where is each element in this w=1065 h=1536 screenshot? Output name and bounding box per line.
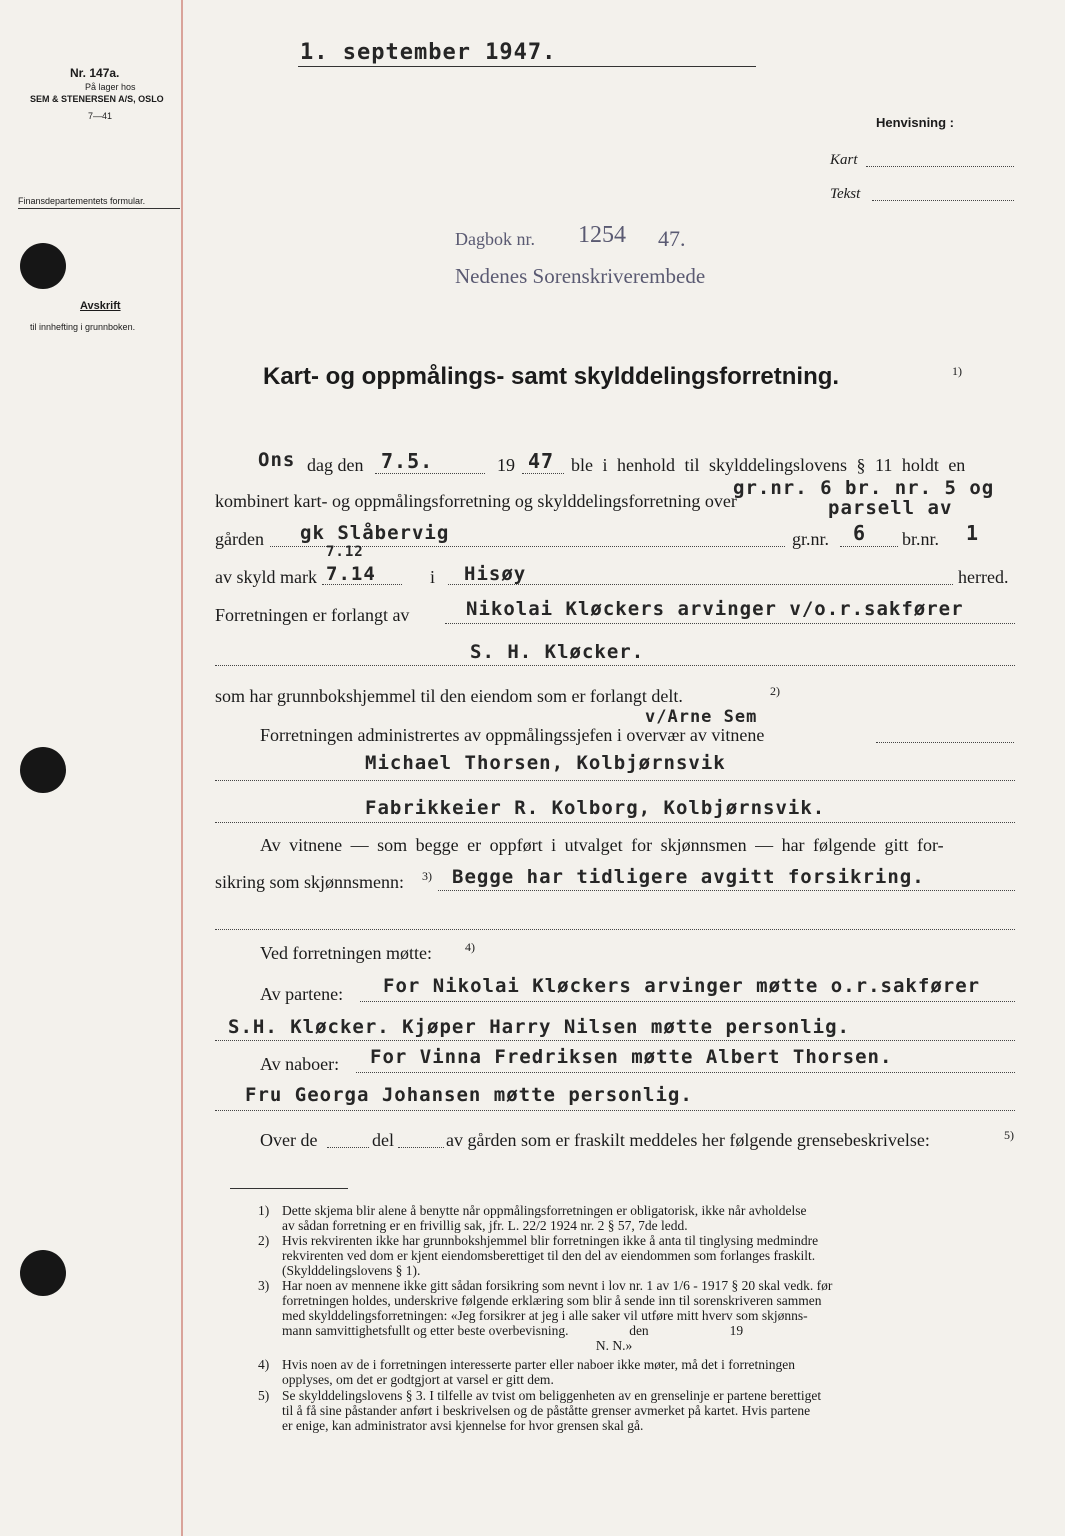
reference-map-line xyxy=(866,166,1014,167)
footnote-line: forretningen holdes, underskrive følgende erklæring som blir å sende inn til sorenskriveren sammen xyxy=(282,1293,822,1308)
reference-text: Tekst xyxy=(830,186,861,202)
footnote-number: 5) xyxy=(258,1388,270,1403)
publisher-line1: På lager hos xyxy=(85,82,136,92)
label-tax: av skyld mark xyxy=(215,567,317,587)
form-edition: 7—41 xyxy=(88,111,113,121)
field-parcel: parsell av xyxy=(828,497,953,519)
assurance-line-2 xyxy=(215,929,1015,930)
punch-hole xyxy=(20,1250,66,1296)
footnote-number: 1) xyxy=(258,1203,270,1218)
field-grnr: 6 xyxy=(853,521,867,545)
footnote-line: mann samvittighetsfullt og etter beste overbevisning. den 19 xyxy=(282,1323,744,1338)
date-underline xyxy=(298,66,756,67)
field-farm: gk Slåbervig xyxy=(300,522,450,544)
footnote-line: Dette skjema blir alene å benytte når oppmålingsforretningen er obligatorisk, ikke når avholdelse xyxy=(282,1203,807,1218)
tax-line xyxy=(322,584,402,585)
meeting-label: Ved forretningen møtte: xyxy=(260,943,432,963)
field-year: 47 xyxy=(528,449,555,473)
footnote-line: med skylddelingsforretningen: «Jeg forsikrer at jeg i alle saker vil utføre mitt hverv som skjønns- xyxy=(282,1308,808,1323)
margin-line xyxy=(181,0,183,1536)
field-assurance: Begge har tidligere avgitt forsikring. xyxy=(452,866,925,888)
boundary-line-1 xyxy=(327,1147,369,1148)
title-footnote-ref: 1) xyxy=(952,364,962,378)
punch-hole xyxy=(20,243,66,289)
footnote-number: 3) xyxy=(258,1278,270,1293)
footnote-line: opplyses, om det er godtgjort at varsel er gitt dem. xyxy=(282,1372,554,1387)
boundary-text: av gården som er fraskilt meddeles her følgende grensebeskrivelse: xyxy=(446,1130,930,1150)
field-witness-2: Fabrikkeier R. Kolborg, Kolbjørnsvik. xyxy=(365,797,826,819)
footnote-line: er enige, kan administrator avsi kjennelse for hvor grensen skal gå. xyxy=(282,1418,644,1433)
journal-year: 47. xyxy=(658,226,686,251)
field-admin-insert: v/Arne Sem xyxy=(645,707,758,727)
label-herred: herred. xyxy=(958,567,1009,587)
ministry-label: Finansdepartementets formular. xyxy=(18,196,146,206)
footnote-line: Se skylddelingslovens § 3. I tilfelle av tvist om beliggenheten av en grenselinje er partene berettiget xyxy=(282,1388,822,1403)
field-brnr: 1 xyxy=(966,521,980,545)
neighbours-line-1 xyxy=(356,1072,1015,1073)
date-line xyxy=(375,473,485,474)
witness-line-1 xyxy=(215,780,1015,781)
field-gr-parcel: gr.nr. 6 br. nr. 5 og xyxy=(733,477,995,499)
footnote-5 xyxy=(258,1388,822,1433)
admin-line xyxy=(876,742,1014,743)
footnote-3 xyxy=(258,1278,833,1353)
field-tax: 7.14 xyxy=(326,563,376,585)
date-header: 1. september 1947. xyxy=(300,40,557,65)
footnote-line: av sådan forretning er en frivillig sak, jfr. L. 22/2 1924 nr. 2 § 57, 7de ledd. xyxy=(282,1218,688,1233)
footnote-4 xyxy=(258,1357,796,1387)
label-farm: gården xyxy=(215,529,264,549)
footnote-separator xyxy=(230,1188,348,1189)
form-number: Nr. 147a. xyxy=(70,66,120,80)
text-line1: ble i henhold til skylddelingslovens § 11 holdt en xyxy=(571,455,966,475)
footnote-number: 2) xyxy=(258,1233,270,1248)
label-year-prefix: 19 xyxy=(497,455,515,475)
requested-line-1 xyxy=(445,623,1015,624)
publisher-line2: SEM & STENERSEN A/S, OSLO xyxy=(30,94,164,104)
boundary-over: Over de xyxy=(260,1130,318,1150)
footnote-line: rekvirenten ved dom er kjent eiendomsberettiget til den del av eiendommen som forlanges fraskilt. xyxy=(282,1248,816,1263)
witness-text-1: Av vitnene — som begge er oppført i utvalget for skjønnsmen — har følgende gitt for- xyxy=(260,835,944,855)
copy-label: Avskrift xyxy=(80,300,121,312)
field-date: 7.5. xyxy=(381,449,434,473)
reference-text-line xyxy=(872,200,1014,201)
label-brnr: br.nr. xyxy=(902,529,940,549)
reference-heading: Henvisning : xyxy=(876,115,955,130)
field-tax-old: 7.12 xyxy=(326,544,364,560)
admin-text: Forretningen administrertes av oppmålingssjefen i overvær av vitnene xyxy=(260,725,765,745)
label-grnr: gr.nr. xyxy=(792,529,830,549)
ownership-text: som har grunnbokshjemmel til den eiendom som er forlangt delt. xyxy=(215,686,683,706)
neighbours-label: Av naboer: xyxy=(260,1054,340,1074)
grnr-line xyxy=(840,546,898,547)
footnote-line: (Skylddelingslovens § 1). xyxy=(282,1263,421,1278)
footnote-line: N. N.» xyxy=(282,1338,633,1353)
copy-description: til innhefting i grunnboken. xyxy=(30,322,136,332)
parties-line-2 xyxy=(215,1040,1015,1041)
footnote-line: Hvis noen av de i forretningen interesserte parter eller naboer ikke møter, må det i forretningen xyxy=(282,1357,796,1372)
footnote-1 xyxy=(258,1203,807,1233)
label-dag-den: dag den xyxy=(307,455,364,475)
field-parties-1: For Nikolai Kløckers arvinger møtte o.r.sakfører xyxy=(383,975,981,997)
court-stamp: Nedenes Sorenskriverembede xyxy=(455,264,706,288)
field-witness-1: Michael Thorsen, Kolbjørnsvik xyxy=(365,752,726,774)
reference-map: Kart xyxy=(830,152,858,168)
ministry-underline xyxy=(18,208,180,209)
field-neighbours-2: Fru Georga Johansen møtte personlig. xyxy=(245,1084,693,1106)
boundary-del: del xyxy=(372,1130,394,1150)
field-municipality: Hisøy xyxy=(464,563,527,585)
assurance-line-1 xyxy=(438,890,1015,891)
boundary-line-2 xyxy=(398,1147,444,1148)
parties-line-1 xyxy=(360,1001,1015,1002)
field-parties-2: S.H. Kløcker. Kjøper Harry Nilsen møtte personlig. xyxy=(228,1016,850,1038)
journal-label: Dagbok nr. xyxy=(455,229,535,249)
field-requested-by-1: Nikolai Kløckers arvinger v/o.r.sakfører xyxy=(466,598,964,620)
punch-hole xyxy=(20,747,66,793)
footnote-line: til å få sine påstander anført i beskrivelsen og de påståtte grenser avmerket på kartet. Hvis partene xyxy=(282,1403,811,1418)
footnote-line: Hvis rekvirenten ikke har grunnbokshjemmel blir forretningen ikke å anta til tinglysing medmindre xyxy=(282,1233,819,1248)
year-line xyxy=(522,473,564,474)
label-in: i xyxy=(430,567,436,587)
field-requested-by-2: S. H. Kløcker. xyxy=(470,641,645,663)
label-requested: Forretningen er forlangt av xyxy=(215,605,410,625)
field-neighbours-1: For Vinna Fredriksen møtte Albert Thorsen. xyxy=(370,1046,893,1068)
witness-text-2: sikring som skjønnsmenn: xyxy=(215,872,405,892)
neighbours-line-2 xyxy=(215,1110,1015,1111)
ownership-footnote-ref: 2) xyxy=(770,684,780,698)
witness-line-2 xyxy=(215,822,1015,823)
document-title: Kart- og oppmålings- samt skylddelingsforretning. xyxy=(263,363,840,390)
text-line2: kombinert kart- og oppmålingsforretning og skylddelingsforretning over xyxy=(215,491,737,511)
witness-footnote-ref: 3) xyxy=(422,869,432,883)
footnote-2 xyxy=(258,1233,819,1278)
field-day: Ons xyxy=(258,449,296,471)
meeting-footnote-ref: 4) xyxy=(465,940,475,954)
requested-line-2 xyxy=(215,665,1015,666)
journal-number: 1254 xyxy=(578,222,626,248)
footnote-line: Har noen av mennene ikke gitt sådan forsikring som nevnt i lov nr. 1 av 1/6 - 1917 § 20 skal vedk. før xyxy=(282,1278,833,1293)
boundary-footnote-ref: 5) xyxy=(1004,1128,1014,1142)
parties-label: Av partene: xyxy=(260,984,344,1004)
footnote-number: 4) xyxy=(258,1357,270,1372)
